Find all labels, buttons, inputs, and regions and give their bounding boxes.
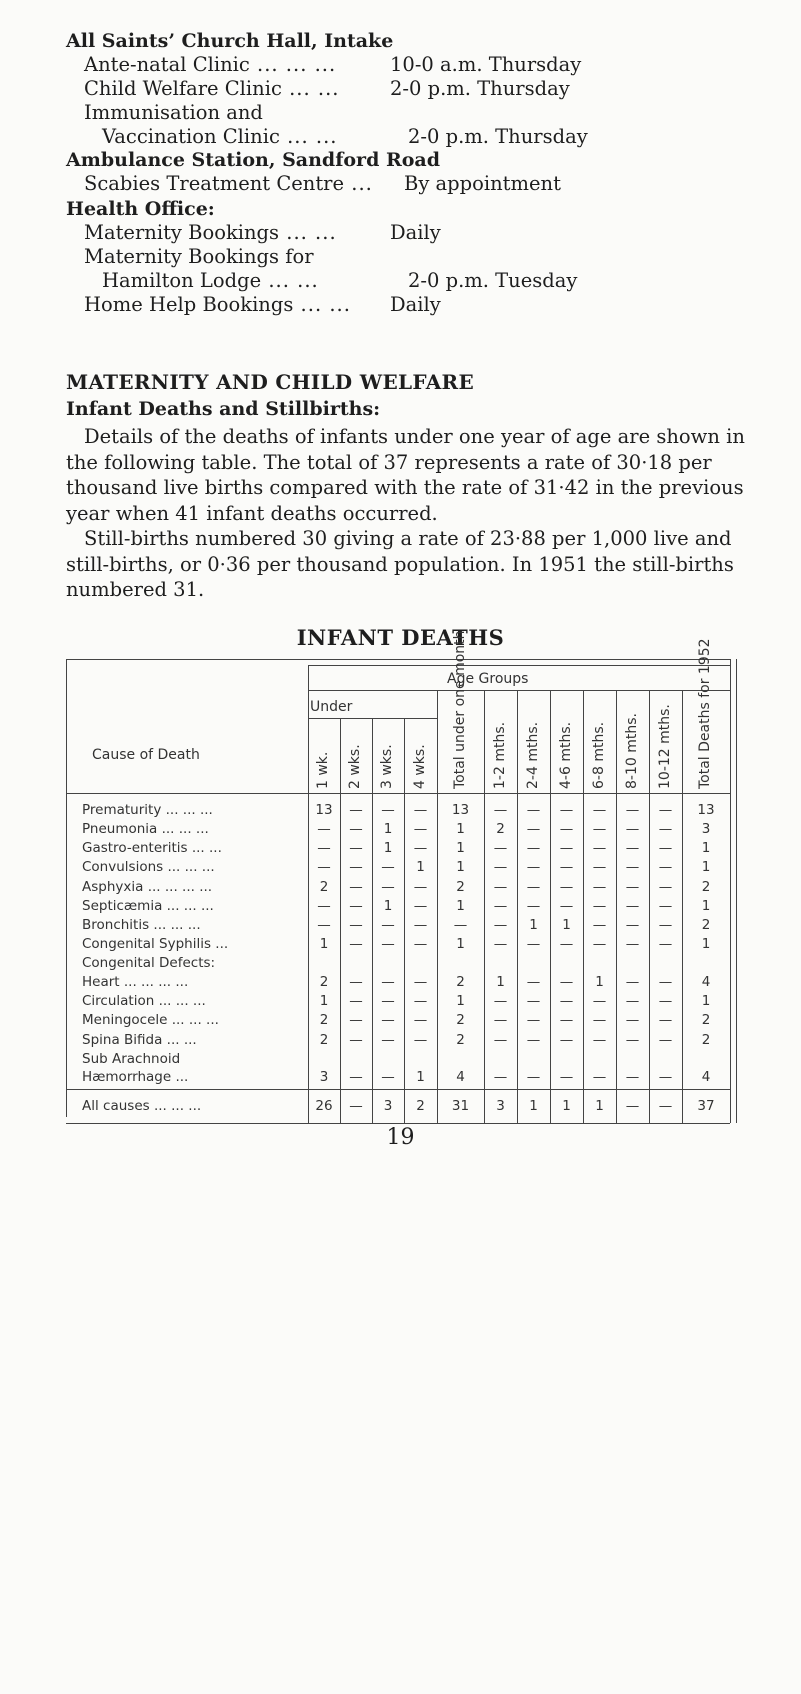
table-cell: — — [349, 974, 363, 991]
table-cell: 13 — [697, 802, 715, 818]
cause-label: All causes ... ... ... — [82, 1098, 202, 1114]
table-cell: 37 — [697, 1098, 715, 1114]
directory-line — [66, 125, 766, 149]
table-cell: 1 — [383, 897, 393, 914]
table-cell: — — [592, 1068, 607, 1085]
table-cell: — — [592, 802, 607, 818]
table-cell: — — [526, 974, 541, 991]
table-cell: — — [559, 935, 574, 952]
table-cell: — — [493, 935, 508, 952]
cause-label: Congenital Syphilis ... — [82, 935, 229, 952]
leader-dots: ... ... — [261, 269, 319, 292]
leader-dots: ... ... ... ... — [143, 878, 213, 895]
table-cell: — — [559, 1031, 574, 1048]
table-cell: — — [381, 935, 395, 952]
table-cell: — — [349, 802, 363, 818]
leader-dots: ... — [211, 935, 229, 952]
table-cell: — — [592, 897, 607, 914]
table-cell: — — [453, 916, 468, 933]
cause-label: Bronchitis ... ... ... — [82, 916, 201, 933]
table-cell: — — [625, 1068, 640, 1085]
directory-label: Scabies Treatment Centre ... — [84, 172, 373, 195]
leader-dots: ... — [344, 172, 373, 195]
leader-dots: ... ... — [281, 77, 340, 100]
directory-line — [66, 53, 766, 77]
table-cell: — — [493, 802, 508, 818]
directory-value: 2-0 p.m. Thursday — [408, 125, 588, 148]
table-cell: — — [317, 916, 331, 933]
section1-list — [66, 53, 766, 149]
table-cell: 1 — [456, 935, 465, 952]
table-cell: — — [592, 935, 607, 952]
table-cell: — — [658, 859, 673, 876]
table-cell: — — [493, 1031, 508, 1048]
table-cell: — — [559, 878, 574, 895]
cause-label: Gastro-enteritis ... ... — [82, 840, 222, 857]
table-cell: — — [526, 802, 541, 818]
table-cell: — — [592, 1031, 607, 1048]
table-cell: — — [592, 1012, 607, 1029]
paragraph-1: Details of the deaths of infants under one year of age are shown in the following table. The total of 37 represents a rate of 30·18 per thousand live births compared with the rate of 31·42 in the previous year when 41 infant deaths occurred. — [66, 425, 745, 525]
cause-label: Meningocele ... ... ... — [82, 1012, 219, 1029]
table-cell: 4 — [701, 974, 711, 991]
section2-heading: Ambulance Station, Sandford Road — [66, 149, 441, 171]
cause-label: Circulation ... ... ... — [82, 993, 206, 1010]
table-cell: 1 — [701, 859, 711, 876]
table-cell: 1 — [529, 916, 538, 933]
subheading-label: Congenital Defects: — [82, 955, 216, 972]
cause-label: Hæmorrhage ... — [82, 1068, 189, 1085]
table-row — [66, 933, 764, 957]
cause-label: Asphyxia ... ... ... ... — [82, 878, 213, 895]
table-cell: — — [381, 993, 395, 1010]
table-cell: — — [413, 897, 428, 914]
cause-label: Septicæmia ... ... ... — [82, 897, 214, 914]
column-header: 3 wks. — [379, 744, 395, 789]
table-cell: 1 — [562, 1098, 571, 1114]
table-cell: 2 — [701, 1031, 711, 1048]
table-cell: — — [349, 1012, 363, 1029]
directory-label: Home Help Bookings ... ... — [84, 293, 351, 316]
section-title: MATERNITY AND CHILD WELFARE — [66, 370, 474, 394]
table-cell: — — [625, 1031, 640, 1048]
leader-dots: ... ... ... — [162, 897, 214, 914]
table-cell: — — [625, 993, 640, 1010]
leader-dots: ... ... ... — [154, 993, 206, 1010]
table-cell: 1 — [595, 1098, 604, 1114]
leader-dots: ... ... ... — [161, 802, 213, 818]
leader-dots: ... ... — [162, 1031, 197, 1048]
table-cell: 13 — [451, 802, 470, 818]
table-cell: 2 — [319, 1012, 329, 1029]
under-header: Under — [310, 699, 353, 715]
table-cell: 1 — [595, 974, 604, 991]
table-cell: 2 — [319, 974, 329, 991]
table-cell: 1 — [456, 993, 465, 1010]
table-cell: 1 — [562, 916, 571, 933]
table-cell: — — [625, 935, 640, 952]
table-cell: 1 — [456, 821, 465, 838]
leader-dots: ... ... ... ... — [119, 974, 189, 991]
table-cell: — — [625, 802, 640, 818]
cause-header: Cause of Death — [92, 747, 200, 763]
table-cell: — — [413, 993, 428, 1010]
directory-line — [66, 77, 766, 101]
table-row — [66, 1095, 764, 1119]
table-cell: — — [526, 993, 541, 1010]
column-header: 10-12 mths. — [656, 704, 673, 789]
table-cell: — — [625, 878, 640, 895]
table-cell: 2 — [701, 916, 711, 933]
table-cell: — — [625, 974, 640, 991]
table-cell: — — [349, 993, 363, 1010]
column-header: 2 wks. — [347, 744, 363, 789]
table-cell: — — [592, 916, 607, 933]
table-cell: — — [413, 821, 428, 838]
table-cell: — — [413, 974, 428, 991]
table-cell: — — [658, 897, 673, 914]
table-cell: — — [413, 802, 428, 818]
leader-dots: ... ... ... — [157, 821, 209, 838]
table-cell: — — [658, 821, 673, 838]
table-cell: — — [381, 1012, 395, 1029]
table-cell: 3 — [383, 1098, 393, 1114]
table-cell: — — [625, 821, 640, 838]
table-cell: — — [592, 859, 607, 876]
table-cell: — — [625, 859, 640, 876]
subsection-title: Infant Deaths and Stillbirths: — [66, 398, 381, 420]
table-cell: — — [559, 840, 574, 857]
table-cell: — — [381, 859, 395, 876]
leader-dots: ... ... — [279, 221, 337, 244]
directory-value: 2-0 p.m. Tuesday — [408, 269, 578, 292]
column-header: Total under one month — [451, 630, 468, 789]
table-cell: — — [559, 1068, 574, 1085]
directory-value: Daily — [390, 221, 441, 244]
cause-label: Pneumonia ... ... ... — [82, 821, 209, 838]
paragraph-2: Still-births numbered 30 giving a rate of 23·88 per 1,000 live and still-births, or 0·36 per thousand population. In 1951 the still-births numbered 31. — [66, 527, 734, 601]
table-cell: 26 — [315, 1098, 333, 1114]
directory-value: By appointment — [404, 172, 561, 195]
table-cell: 1 — [319, 993, 329, 1010]
table-cell: — — [658, 1012, 673, 1029]
table-cell: — — [658, 993, 673, 1010]
table-cell: — — [526, 859, 541, 876]
table-cell: — — [493, 993, 508, 1010]
table-cell: 31 — [451, 1098, 470, 1114]
column-header: 4-6 mths. — [557, 721, 574, 789]
table-cell: — — [658, 802, 673, 818]
table-cell: — — [493, 916, 508, 933]
directory-label: Ante-natal Clinic ... ... ... — [84, 53, 337, 76]
directory-label: Child Welfare Clinic ... ... — [84, 77, 340, 100]
table-cell: — — [559, 859, 574, 876]
table-cell: — — [493, 840, 508, 857]
table-cell: — — [317, 840, 331, 857]
column-header: 1 wk. — [315, 751, 331, 789]
leader-dots: ... ... — [293, 293, 351, 316]
column-header: Total Deaths for 1952 — [697, 638, 713, 789]
directory-value: Daily — [390, 293, 441, 316]
leader-dots: ... ... ... — [163, 859, 215, 876]
directory-label: Maternity Bookings for — [84, 245, 314, 268]
page-number: 19 — [386, 1125, 415, 1150]
directory-label: Maternity Bookings ... ... — [84, 221, 337, 244]
table-row — [66, 1066, 764, 1090]
table-cell: 2 — [416, 1098, 425, 1114]
table-cell: — — [493, 897, 508, 914]
table-cell: — — [526, 878, 541, 895]
leader-dots: ... ... ... — [167, 1012, 219, 1029]
table-cell: 1 — [701, 897, 711, 914]
cause-label: Convulsions ... ... ... — [82, 859, 215, 876]
table-cell: — — [658, 878, 673, 895]
table-cell: 2 — [319, 1031, 329, 1048]
table-cell: 2 — [701, 1012, 711, 1029]
section3-heading: Health Office: — [66, 198, 215, 220]
table-cell: — — [349, 878, 363, 895]
leader-dots: ... — [171, 1068, 189, 1085]
table-cell: — — [381, 878, 395, 895]
table-cell: — — [413, 878, 428, 895]
table-cell: — — [381, 1031, 395, 1048]
table-cell: 1 — [529, 1098, 538, 1114]
table-cell: — — [625, 1098, 640, 1114]
table-cell: — — [658, 974, 673, 991]
directory-label: Hamilton Lodge ... ... — [102, 269, 319, 292]
table-cell: 2 — [701, 878, 711, 895]
table-cell: 1 — [456, 840, 465, 857]
table-cell: — — [559, 993, 574, 1010]
table-cell: — — [625, 840, 640, 857]
table-cell: — — [349, 1031, 363, 1048]
directory-line — [66, 101, 766, 125]
leader-dots: ... ... — [187, 840, 222, 857]
table-cell: — — [413, 1031, 428, 1048]
table-cell: 1 — [319, 935, 329, 952]
leader-dots: ... ... — [279, 125, 338, 148]
table-cell: 2 — [456, 974, 465, 991]
table-cell: — — [658, 1031, 673, 1048]
body-text — [66, 424, 756, 603]
table-cell: — — [349, 1068, 363, 1085]
table-cell: 1 — [416, 859, 425, 876]
table-cell: 1 — [496, 974, 505, 991]
table-cell: — — [658, 1068, 673, 1085]
table-cell: — — [317, 859, 331, 876]
table-cell: — — [658, 840, 673, 857]
table-cell: 1 — [701, 935, 711, 952]
table-cell: — — [559, 802, 574, 818]
table-cell: — — [658, 916, 673, 933]
cause-label: Prematurity ... ... ... — [82, 802, 213, 818]
table-cell: 2 — [456, 878, 465, 895]
table-cell: — — [526, 1031, 541, 1048]
leader-dots: ... ... ... — [249, 53, 337, 76]
table-cell: — — [381, 1068, 395, 1085]
table-cell: — — [349, 821, 363, 838]
table-cell: — — [413, 935, 428, 952]
table-cell: — — [592, 840, 607, 857]
section2-list — [66, 172, 766, 196]
table-cell: — — [381, 974, 395, 991]
table-cell: — — [625, 897, 640, 914]
column-header: 6-8 mths. — [590, 721, 607, 789]
table-cell: — — [526, 840, 541, 857]
table-cell: — — [493, 1068, 508, 1085]
table-cell: — — [381, 802, 395, 818]
table-cell: — — [526, 935, 541, 952]
table-cell: — — [413, 916, 428, 933]
table-cell: 1 — [383, 840, 393, 857]
table-cell: — — [592, 993, 607, 1010]
directory-label: Immunisation and — [84, 101, 263, 124]
directory-label: Vaccination Clinic ... ... — [102, 125, 338, 148]
table-cell: — — [526, 897, 541, 914]
table-cell: 3 — [496, 1098, 505, 1114]
table-cell: — — [381, 916, 395, 933]
table-rule — [66, 1123, 730, 1124]
table-cell: 4 — [701, 1068, 711, 1085]
directory-value: 10-0 a.m. Thursday — [390, 53, 582, 76]
table-cell: — — [559, 821, 574, 838]
clinic-directory — [66, 30, 766, 317]
column-header: 8-10 mths. — [623, 713, 640, 789]
table-cell: 2 — [456, 1012, 465, 1029]
table-cell: — — [413, 840, 428, 857]
table-cell: — — [413, 1012, 428, 1029]
cause-label: Heart ... ... ... ... — [82, 974, 189, 991]
table-rule — [66, 659, 730, 660]
table-cell: 1 — [383, 821, 393, 838]
table-cell: — — [526, 1012, 541, 1029]
table-cell: 1 — [701, 993, 711, 1010]
table-cell: — — [559, 974, 574, 991]
table-cell: — — [658, 935, 673, 952]
section1-heading: All Saints’ Church Hall, Intake — [66, 30, 394, 52]
table-rule — [66, 793, 730, 794]
table-cell: 3 — [319, 1068, 329, 1085]
table-cell: — — [349, 859, 363, 876]
column-header: 2-4 mths. — [524, 721, 541, 789]
table-cell: 13 — [315, 802, 333, 818]
table-cell: 2 — [319, 878, 329, 895]
table-cell: 2 — [496, 821, 505, 838]
directory-line — [66, 172, 766, 196]
cause-label: Spina Bifida ... ... — [82, 1031, 197, 1048]
table-rule — [308, 665, 730, 666]
table-cell: — — [349, 916, 363, 933]
table-cell: — — [493, 878, 508, 895]
directory-line — [66, 221, 766, 245]
table-rule — [308, 690, 730, 691]
table-cell: 1 — [701, 840, 711, 857]
table-cell: 4 — [456, 1068, 465, 1085]
group-header: Age Groups — [447, 671, 529, 687]
column-header: 4 wks. — [411, 744, 428, 789]
table-title: INFANT DEATHS — [296, 625, 505, 650]
cause-label: Sub Arachnoid — [82, 1050, 181, 1067]
table-cell: 1 — [456, 897, 465, 914]
table-cell: 1 — [416, 1068, 425, 1085]
table-cell: 3 — [701, 821, 711, 838]
table-cell: — — [317, 821, 331, 838]
table-cell: 1 — [456, 859, 465, 876]
table-cell: — — [592, 821, 607, 838]
table-cell: — — [559, 1012, 574, 1029]
table-cell: — — [349, 897, 363, 914]
table-cell: 2 — [456, 1031, 465, 1048]
table-cell: — — [658, 1098, 673, 1114]
table-cell: — — [493, 1012, 508, 1029]
table-cell: — — [592, 878, 607, 895]
table-cell: — — [349, 840, 363, 857]
table-cell: — — [625, 916, 640, 933]
section3-list — [66, 221, 766, 317]
directory-line — [66, 245, 766, 269]
directory-line — [66, 293, 766, 317]
column-header: 1-2 mths. — [491, 721, 508, 789]
leader-dots: ... ... ... — [149, 916, 201, 933]
directory-value: 2-0 p.m. Thursday — [390, 77, 570, 100]
table-cell: — — [493, 859, 508, 876]
table-cell: — — [317, 897, 331, 914]
table-cell: — — [559, 897, 574, 914]
directory-line — [66, 269, 766, 293]
table-cell: — — [349, 935, 363, 952]
table-cell: — — [625, 1012, 640, 1029]
table-cell: — — [526, 821, 541, 838]
table-cell: — — [349, 1098, 363, 1114]
leader-dots: ... ... ... — [149, 1098, 202, 1114]
table-cell: — — [526, 1068, 541, 1085]
